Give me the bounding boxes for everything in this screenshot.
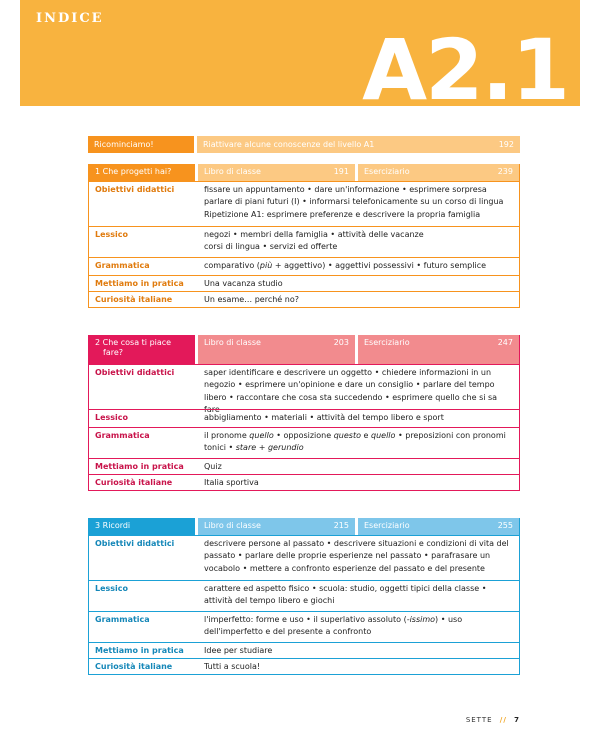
row-line: dell'imperfetto e del presente a confronto <box>204 627 372 637</box>
row-label: Mettiamo in pratica <box>95 646 184 655</box>
row-line: libero • raccontare che cosa sta succedendo • esprimere quello che si sa fare <box>204 392 498 414</box>
row-line: Italia sportiva <box>204 478 259 487</box>
row-label: Mettiamo in pratica <box>95 279 184 288</box>
unit-1-title-cell <box>89 164 195 181</box>
row-label: Lessico <box>95 230 129 239</box>
row-line: attività del tempo libero e giochi <box>204 596 335 606</box>
table-row <box>89 409 519 427</box>
page-footer <box>466 716 520 724</box>
row-value <box>204 292 519 308</box>
unit-2-title-line2: fare? <box>103 348 123 357</box>
row-line: passato • parlare delle proprie esperienze nel passato • parafrasare un <box>204 551 491 561</box>
row-value <box>204 459 519 475</box>
table-row <box>89 474 519 490</box>
header-banner <box>20 0 580 106</box>
row-label: Lessico <box>95 413 129 422</box>
row-line: Una vacanza studio <box>204 279 283 288</box>
row-value <box>204 428 519 457</box>
unit-2-eserc-cell <box>358 335 519 364</box>
table-row <box>89 658 519 674</box>
row-value <box>204 659 519 675</box>
intro-label: Ricominciamo! <box>94 140 154 149</box>
row-line: Idee per studiare <box>204 646 273 655</box>
unit-1-libro-cell <box>198 164 355 181</box>
footer-separator: // <box>499 716 507 724</box>
footer-word: SETTE <box>465 716 493 724</box>
unit-1-libro-label: Libro di classe <box>204 167 261 176</box>
row-value <box>204 182 519 223</box>
unit-2-eserc-label: Eserciziario <box>364 338 410 347</box>
row-label: Curiosità italiane <box>95 478 173 487</box>
unit-1-header <box>89 164 519 181</box>
unit-3-title-cell <box>89 518 195 535</box>
row-value <box>204 475 519 491</box>
intro-desc-bar <box>197 136 520 153</box>
unit-1-eserc-label: Eserciziario <box>364 167 410 176</box>
row-line: il pronome quello • opposizione questo e quello • preposizioni con pronomi <box>204 431 506 440</box>
row-label: Grammatica <box>95 261 150 270</box>
unit-3-eserc-cell <box>358 518 519 535</box>
level-badge: A2.1 <box>362 21 568 106</box>
table-row <box>89 275 519 291</box>
row-line: vocabolo • mettere a confronto esperienze del passato e del presente <box>204 563 485 573</box>
row-label: Lessico <box>95 584 129 593</box>
table-row <box>89 611 519 642</box>
table-row <box>89 580 519 611</box>
row-line: negozi • membri della famiglia • attività delle vacanze <box>204 230 424 239</box>
unit-3-libro-page: 215 <box>333 521 349 530</box>
row-value <box>204 536 519 577</box>
table-row <box>89 535 519 580</box>
row-line: parlare di piani futuri (I) • informarsi telefonicamente su un corso di lingua <box>204 197 504 207</box>
row-line: comparativo (più + aggettivo) • aggettivi possessivi • futuro semplice <box>204 261 487 270</box>
intro-label-bar <box>88 136 194 153</box>
unit-1-libro-page: 191 <box>333 167 349 176</box>
row-value <box>204 581 519 610</box>
row-value <box>204 227 519 256</box>
row-value <box>204 643 519 659</box>
row-line: abbigliamento • materiali • attività del tempo libero e sport <box>204 413 444 422</box>
table-row <box>89 364 519 414</box>
page-number: 7 <box>514 716 520 724</box>
unit-1-eserc-page: 239 <box>497 167 513 176</box>
row-value <box>204 410 519 426</box>
row-label: Obiettivi didattici <box>95 185 175 194</box>
table-row <box>89 181 519 226</box>
unit-3 <box>88 518 520 675</box>
unit-1 <box>88 164 520 308</box>
unit-1-title: 1 Che progetti hai? <box>95 167 172 176</box>
row-line: Ripetizione A1: esprimere preferenze e descrivere la propria famiglia <box>204 209 481 219</box>
unit-2-libro-cell <box>198 335 355 364</box>
unit-3-title: 3 Ricordi <box>95 521 131 530</box>
row-line: saper identificare e descrivere un oggetto • chiedere informazioni in un <box>204 368 492 377</box>
unit-3-header <box>89 518 519 535</box>
page-title: INDICE <box>36 11 104 26</box>
row-line: corsi di lingua • servizi ed offerte <box>204 242 338 252</box>
unit-2-title <box>95 338 171 358</box>
table-row <box>89 642 519 658</box>
row-label: Grammatica <box>95 431 150 440</box>
unit-1-eserc-cell <box>358 164 519 181</box>
row-line: tonici • stare + gerundio <box>204 443 304 453</box>
row-label: Obiettivi didattici <box>95 368 175 377</box>
row-label: Mettiamo in pratica <box>95 462 184 471</box>
intro-desc: Riattivare alcune conoscenze del livello A1 <box>203 140 375 149</box>
table-row <box>89 427 519 458</box>
unit-2 <box>88 335 520 491</box>
unit-2-title-line1: 2 Che cosa ti piace <box>95 338 172 347</box>
row-value <box>204 612 519 641</box>
table-row <box>89 226 519 257</box>
row-line: Tutti a scuola! <box>204 662 261 671</box>
row-line: descrivere persone al passato • descrivere situazioni e condizioni di vita del <box>204 539 509 548</box>
row-line: carattere ed aspetto fisico • scuola: studio, oggetti tipici della classe • <box>204 584 487 593</box>
row-label: Curiosità italiane <box>95 295 173 304</box>
unit-3-libro-label: Libro di classe <box>204 521 261 530</box>
unit-2-title-cell <box>89 335 195 364</box>
unit-2-libro-page: 203 <box>333 338 349 347</box>
table-row <box>89 257 519 275</box>
row-line: fissare un appuntamento • dare un'informazione • esprimere sorpresa <box>204 185 487 194</box>
unit-3-libro-cell <box>198 518 355 535</box>
unit-2-libro-label: Libro di classe <box>204 338 261 347</box>
row-line: Un esame… perché no? <box>204 295 299 304</box>
row-label: Curiosità italiane <box>95 662 173 671</box>
row-line: negozio • esprimere un'opinione e dare un consiglio • parlare del tempo <box>204 380 495 390</box>
unit-2-eserc-page: 247 <box>497 338 513 347</box>
intro-page: 192 <box>498 140 514 149</box>
table-row <box>89 291 519 307</box>
unit-2-header <box>89 335 519 364</box>
row-label: Grammatica <box>95 615 150 624</box>
row-value <box>204 258 519 274</box>
unit-3-eserc-label: Eserciziario <box>364 521 410 530</box>
table-row <box>89 458 519 474</box>
row-line: Quiz <box>204 462 222 471</box>
row-line: l'imperfetto: forme e uso • il superlativo assoluto (-issimo) • uso <box>204 615 463 624</box>
row-label: Obiettivi didattici <box>95 539 175 548</box>
unit-3-eserc-page: 255 <box>497 521 513 530</box>
row-value <box>204 276 519 292</box>
